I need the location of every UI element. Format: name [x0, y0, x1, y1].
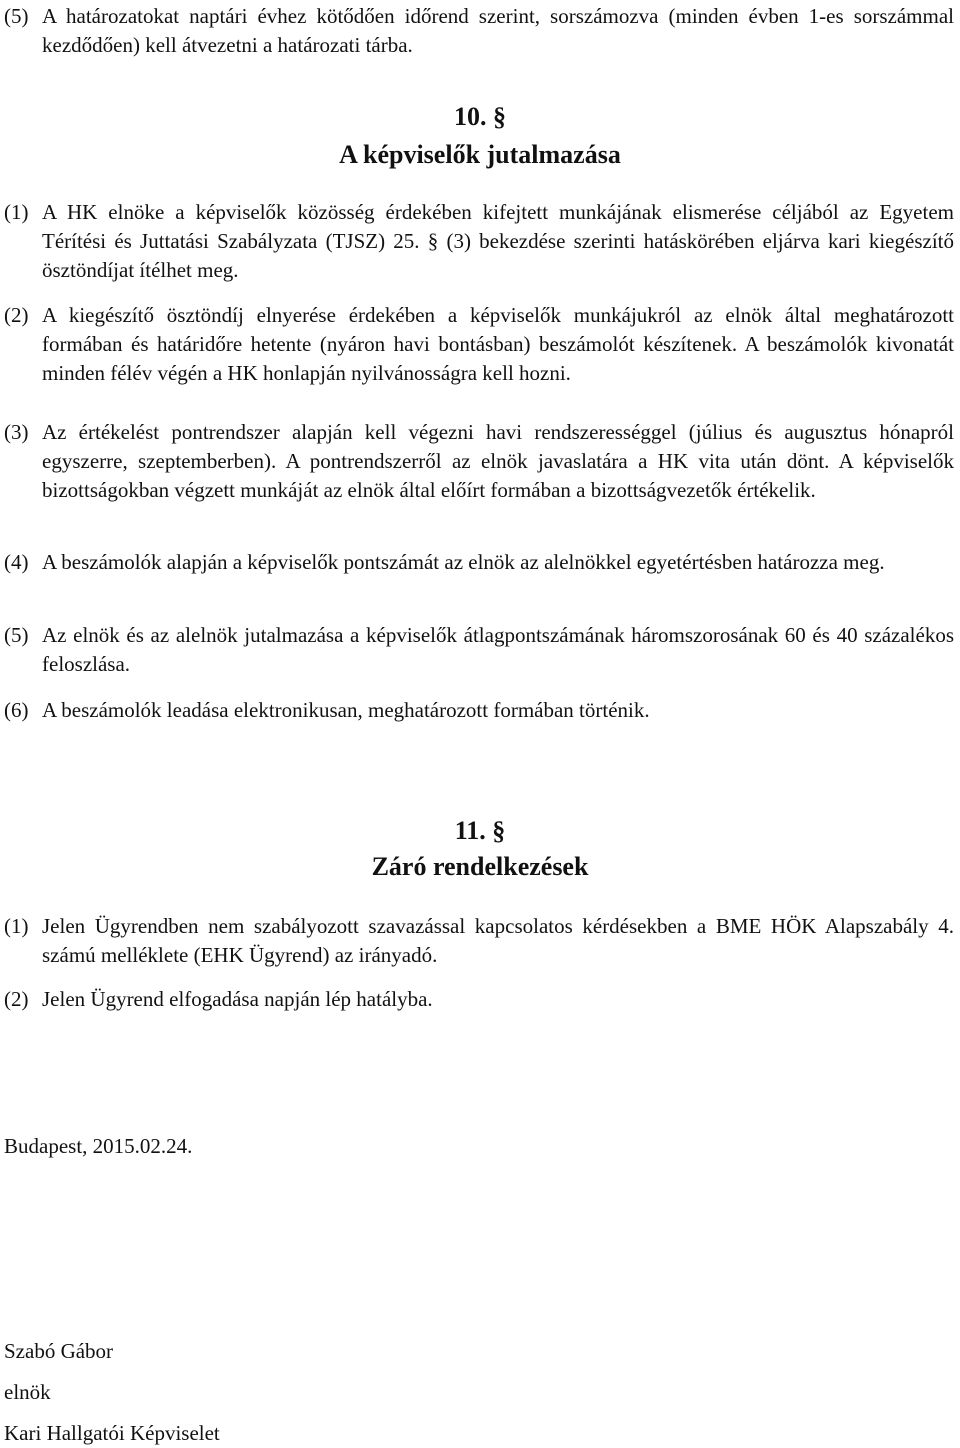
paragraph-10-1 — [4, 198, 954, 285]
place-date: Budapest, 2015.02.24. — [4, 1134, 193, 1158]
paragraph-10-5 — [4, 621, 954, 679]
paragraph-text: A HK elnöke a képviselők közösség érdekében kifejtett munkájának elismerése céljából az Egyetem Térítési és Juttatási Szabályzata (TJSZ) 25. § (3) bekezdése szerinti hatáskörében eljárva kari kiegészítő ösztöndíjat ítélhet meg. — [42, 200, 954, 282]
paragraph-number: (5) — [4, 4, 29, 28]
section-number-10: 10. § — [454, 102, 506, 131]
paragraph-number: (6) — [4, 698, 29, 722]
paragraph-10-4 — [4, 548, 954, 577]
signature-name: Szabó Gábor — [4, 1339, 114, 1363]
paragraph-text: A határozatokat naptári évhez kötődően időrend szerint, sorszámozva (minden évben 1-es sorszámmal kezdődően) kell átvezetni a határozati tárba. — [42, 4, 954, 57]
paragraph-10-3 — [4, 418, 954, 505]
paragraph-number: (3) — [4, 420, 29, 444]
section-title-10: A képviselők jutalmazása — [339, 140, 621, 169]
paragraph-text: A kiegészítő ösztöndíj elnyerése érdekében a képviselők munkájukról az elnök által meghatározott formában és határidőre hetente (nyáron havi bontásban) beszámolót készítenek. A beszámolók kivonatát minden félév végén a HK honlapján nyilvánosságra kell hozni. — [42, 303, 954, 385]
paragraph-text: Jelen Ügyrendben nem szabályozott szavazással kapcsolatos kérdésekben a BME HÖK Alapszabály 4. számú melléklete (EHK Ügyrend) az irányadó. — [42, 914, 954, 967]
paragraph-prev-5 — [4, 2, 954, 60]
signature-body: Kari Hallgatói Képviselet — [4, 1421, 220, 1445]
paragraph-number: (4) — [4, 550, 29, 574]
paragraph-number: (5) — [4, 623, 29, 647]
paragraph-text: Az elnök és az alelnök jutalmazása a képviselők átlagpontszámának háromszorosának 60 és 40 százalékos feloszlása. — [42, 623, 954, 676]
paragraph-11-1 — [4, 912, 954, 970]
section-number-11: 11. § — [454, 816, 506, 845]
paragraph-text: Az értékelést pontrendszer alapján kell végezni havi rendszerességgel (július és augusztus hónapról egyszerre, szeptemberben). A pontrendszerről az elnök javaslatára a HK vita után dönt. A képviselők bizottságokban végzett munkáját az elnök által előírt formában a bizottságvezetők értékelik. — [42, 420, 954, 502]
paragraph-11-2 — [4, 985, 954, 1014]
paragraph-text: A beszámolók leadása elektronikusan, meghatározott formában történik. — [42, 698, 650, 722]
paragraph-text: Jelen Ügyrend elfogadása napján lép hatályba. — [42, 987, 433, 1011]
section-title-11: Záró rendelkezések — [371, 852, 589, 881]
paragraph-10-6 — [4, 696, 954, 725]
paragraph-number: (2) — [4, 987, 29, 1011]
paragraph-number: (1) — [4, 200, 29, 224]
signature-role: elnök — [4, 1380, 51, 1404]
paragraph-number: (2) — [4, 303, 29, 327]
paragraph-10-2 — [4, 301, 954, 388]
paragraph-number: (1) — [4, 914, 29, 938]
paragraph-text: A beszámolók alapján a képviselők pontszámát az elnök az alelnökkel egyetértésben határozza meg. — [42, 550, 885, 574]
